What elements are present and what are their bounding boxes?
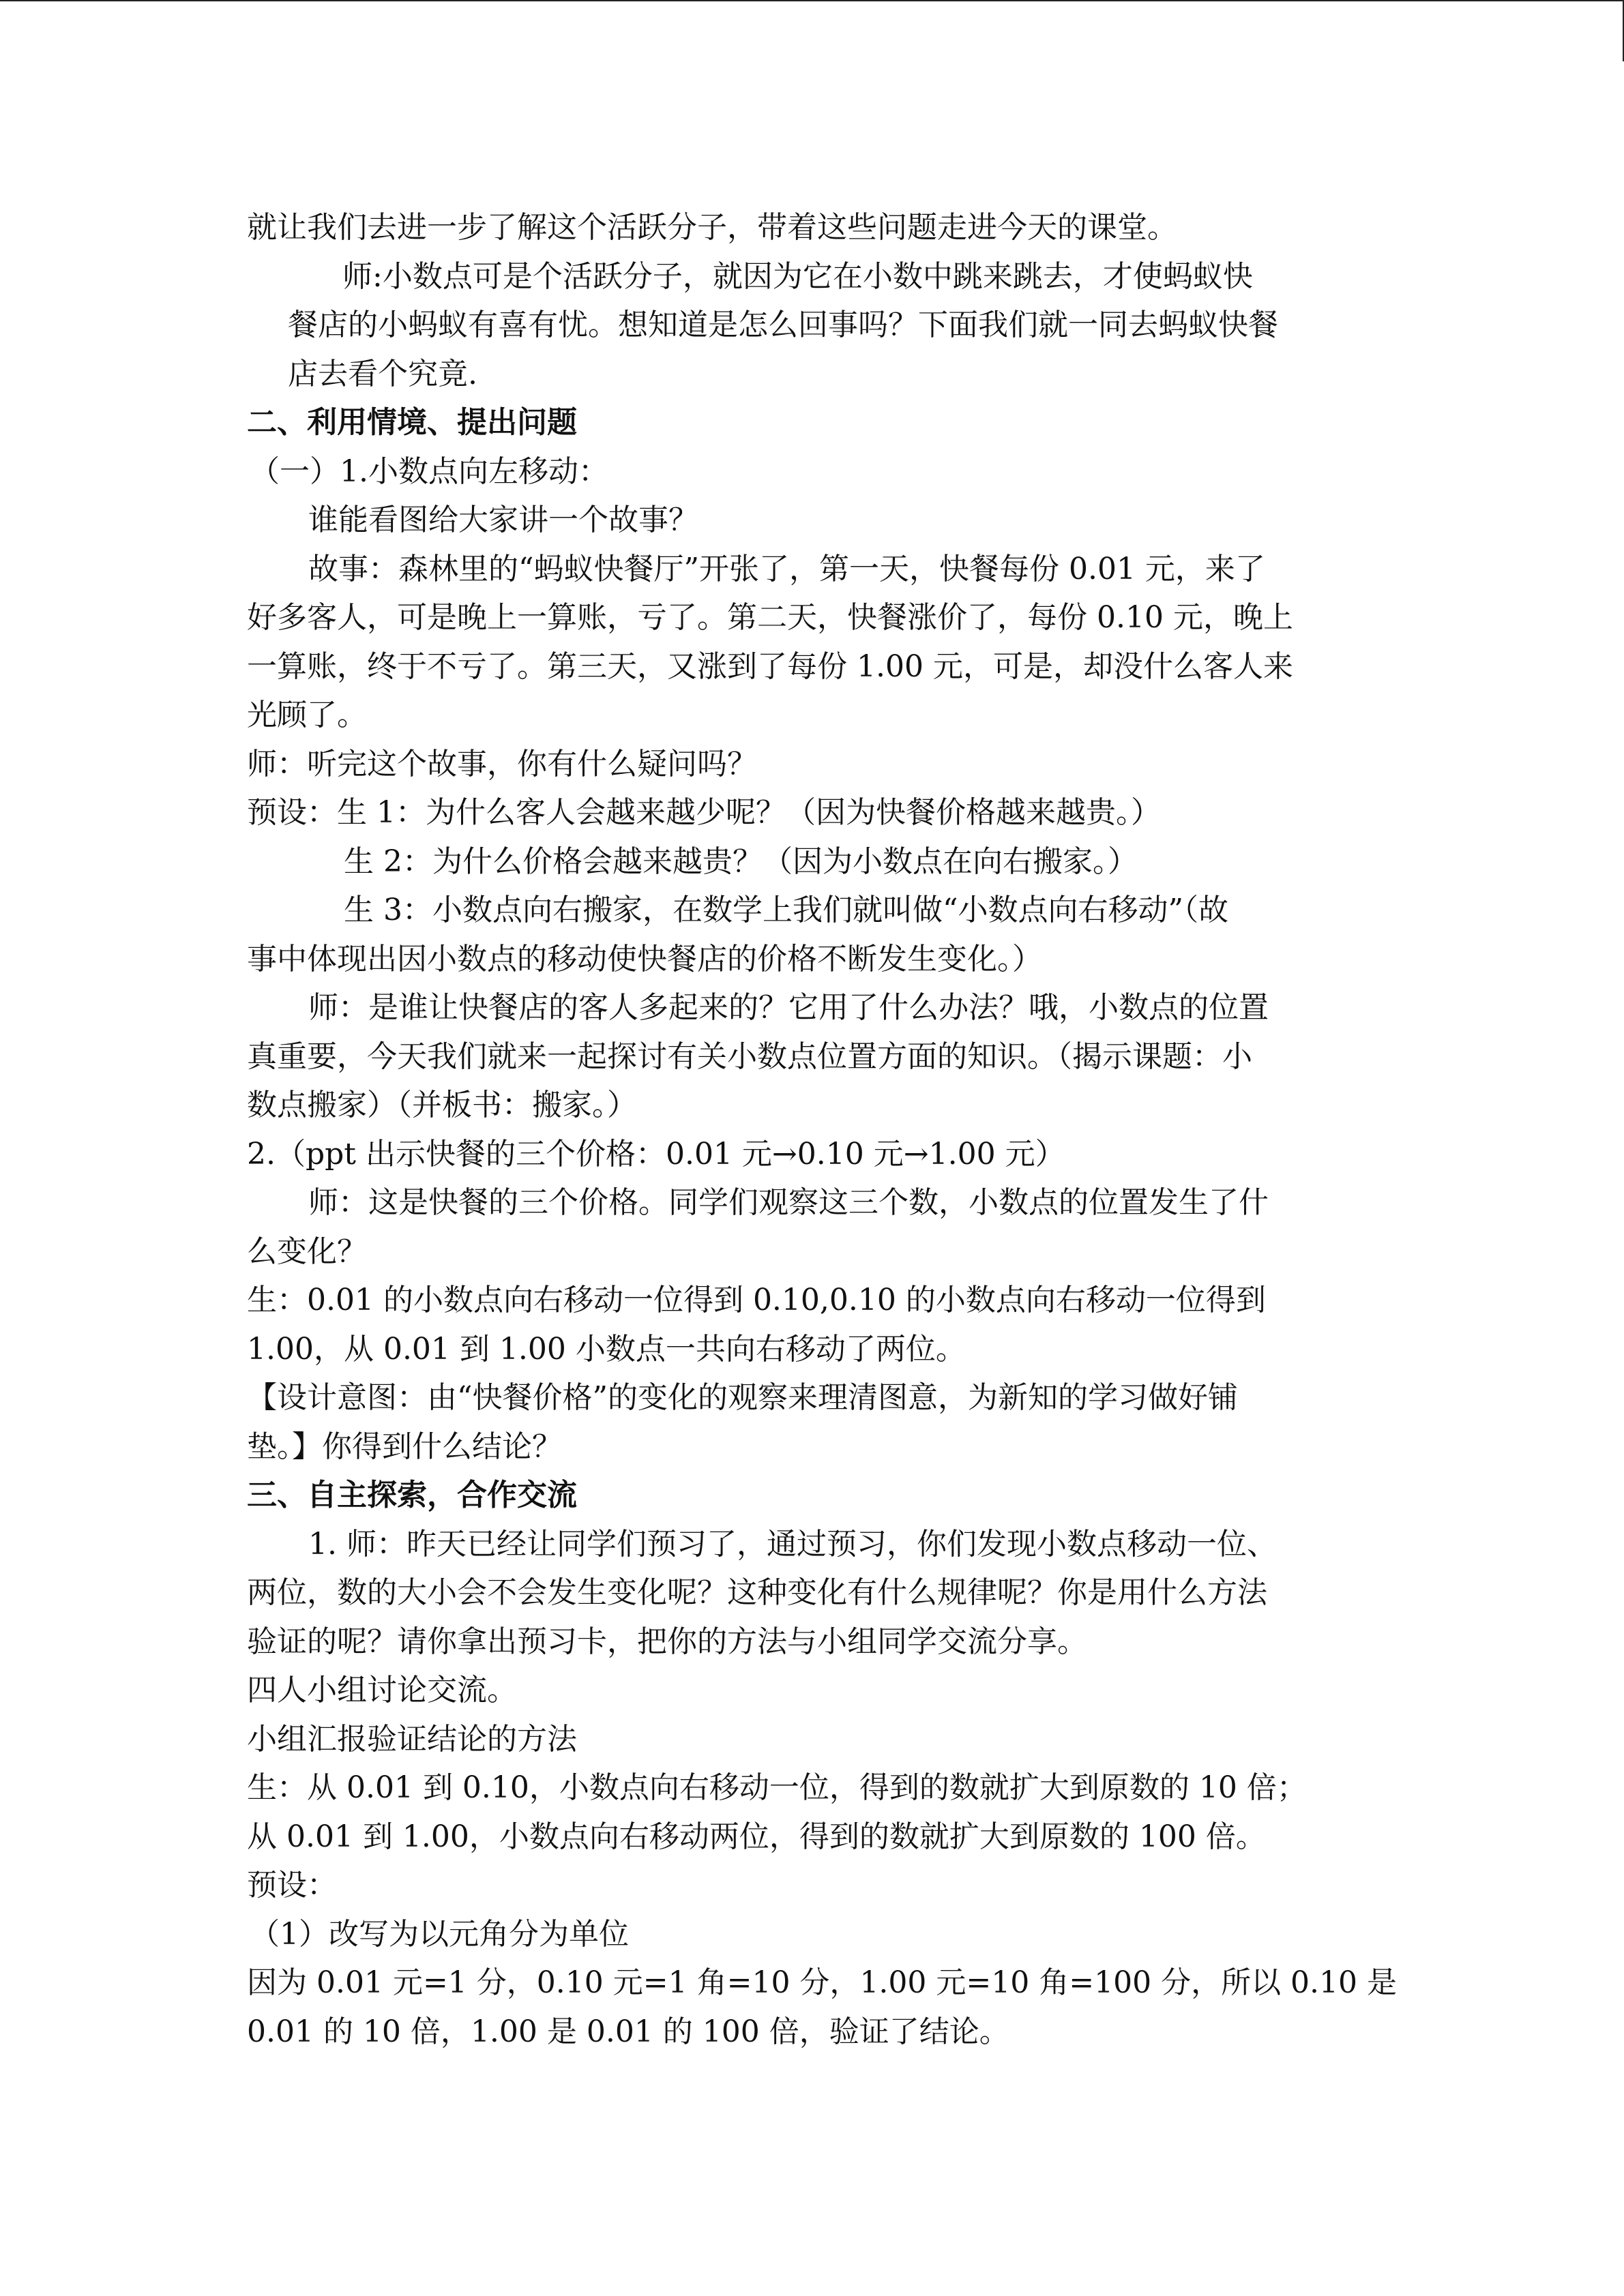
- section-heading: 二、利用情境、提出问题: [247, 405, 577, 440]
- section-heading: 三、自主探索，合作交流: [247, 1478, 577, 1512]
- paragraph-line: 1.00，从 0.01 到 1.00 小数点一共向右移动了两位。: [247, 1331, 966, 1367]
- paragraph-line: （1）改写为以元角分为单位: [250, 1916, 629, 1952]
- paragraph-line: 数点搬家）（并板书：搬家。）: [247, 1088, 637, 1122]
- document-body: [247, 203, 1398, 2056]
- paragraph-line: 从 0.01 到 1.00，小数点向右移动两位，得到的数就扩大到原数的 100 倍。: [247, 1819, 1266, 1854]
- paragraph-line: 光顾了。: [247, 698, 367, 732]
- paragraph-line: 2.（ppt 出示快餐的三个价格：0.01 元→0.10 元→1.00 元）: [247, 1136, 1065, 1172]
- paragraph-line: 谁能看图给大家讲一个故事？: [308, 503, 698, 537]
- design-intent-line: 【设计意图：由“快餐价格”的变化的观察来理清图意，为新知的学习做好铺: [247, 1380, 1238, 1415]
- paragraph-line: 1. 师：昨天已经让同学们预习了，通过预习，你们发现小数点移动一位、: [308, 1526, 1277, 1562]
- paragraph-line: 就让我们去进一步了解这个活跃分子，带着这些问题走进今天的课堂。: [247, 210, 1177, 245]
- paragraph-line: 么变化？: [247, 1234, 367, 1269]
- paragraph-line: 餐店的小蚂蚁有喜有忧。想知道是怎么回事吗？下面我们就一同去蚂蚁快餐: [288, 308, 1278, 342]
- paragraph-line: 师：听完这个故事，你有什么疑问吗？: [247, 746, 757, 781]
- design-intent-line: 垫。】你得到什么结论？: [247, 1429, 562, 1464]
- paragraph-line: 生：0.01 的小数点向右移动一位得到 0.10,0.10 的小数点向右移动一位得到: [247, 1283, 1266, 1317]
- paragraph-line: 两位，数的大小会不会发生变化呢？这种变化有什么规律呢？你是用什么方法: [247, 1575, 1267, 1610]
- paragraph-line: 生 2：为什么价格会越来越贵？（因为小数点在向右搬家。）: [344, 844, 1138, 879]
- paragraph-line: 事中体现出因小数点的移动使快餐店的价格不断发生变化。）: [247, 941, 1042, 976]
- paragraph-line: 小组汇报验证结论的方法: [247, 1721, 577, 1757]
- paragraph-line: 生 3：小数点向右搬家，在数学上我们就叫做“小数点向右移动”（故: [344, 893, 1228, 927]
- paragraph-line: 真重要，今天我们就来一起探讨有关小数点位置方面的知识。（揭示课题：小: [247, 1039, 1252, 1074]
- paragraph-line: 四人小组讨论交流。: [247, 1673, 517, 1708]
- subsection-heading: （一）1.小数点向左移动：: [250, 453, 608, 489]
- paragraph-line: 预设：生 1：为什么客人会越来越少呢？（因为快餐价格越来越贵。）: [247, 795, 1161, 830]
- paragraph-line: 因为 0.01 元=1 分，0.10 元=1 角=10 分，1.00 元=10 角=100 分，所以 0.10 是: [247, 1965, 1398, 2000]
- paragraph-line: 好多客人，可是晚上一算账，亏了。第二天，快餐涨价了，每份 0.10 元，晚上: [247, 600, 1293, 635]
- paragraph-line: 验证的呢？请你拿出预习卡，把你的方法与小组同学交流分享。: [247, 1624, 1087, 1659]
- paragraph-line: 一算账，终于不亏了。第三天，又涨到了每份 1.00 元，可是，却没什么客人来: [247, 648, 1293, 684]
- page-top-border: [0, 0, 1624, 1]
- paragraph-line: 师：这是快餐的三个价格。同学们观察这三个数，小数点的位置发生了什: [308, 1185, 1269, 1220]
- paragraph-line: 0.01 的 10 倍，1.00 是 0.01 的 100 倍，验证了结论。: [247, 2014, 1009, 2049]
- paragraph-line: 故事：森林里的“蚂蚁快餐厅”开张了，第一天，快餐每份 0.01 元，来了: [308, 551, 1265, 586]
- paragraph-line: 生：从 0.01 到 0.10，小数点向右移动一位，得到的数就扩大到原数的 10 倍；: [247, 1770, 1307, 1805]
- paragraph-line: 师:小数点可是个活跃分子，就因为它在小数中跳来跳去，才使蚂蚁快: [342, 258, 1253, 294]
- paragraph-line: 预设：: [247, 1868, 337, 1903]
- paragraph-line: 师：是谁让快餐店的客人多起来的？它用了什么办法？哦，小数点的位置: [308, 990, 1269, 1025]
- paragraph-line: 店去看个究竟.: [288, 356, 477, 391]
